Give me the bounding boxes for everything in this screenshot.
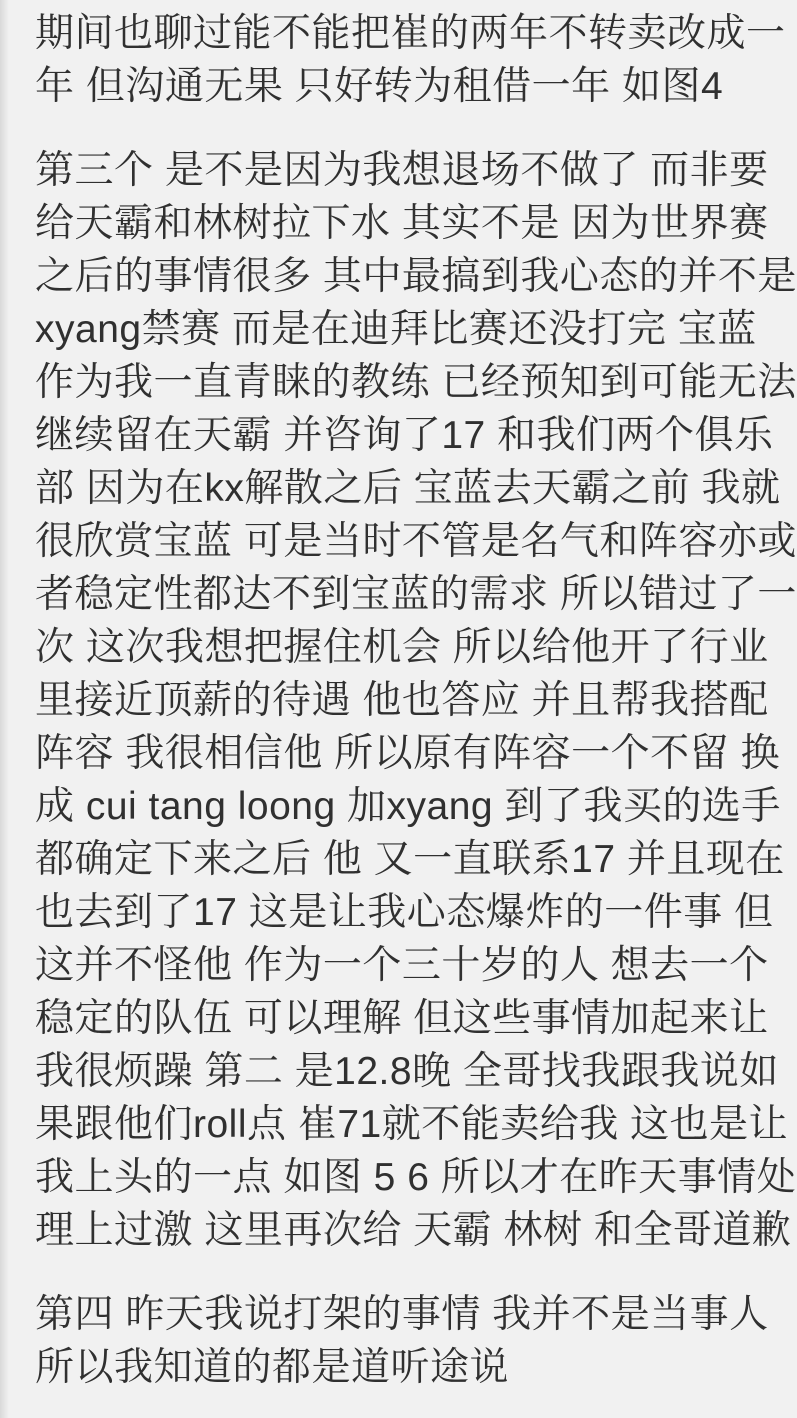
text-line: xyang禁赛 而是在迪拜比赛还没打完 宝蓝 [35, 308, 757, 351]
text-line: 之后的事情很多 其中最搞到我心态的并不是 [35, 255, 797, 298]
paragraph [35, 7, 786, 113]
text-line: 里接近顶薪的待遇 他也答应 并且帮我搭配 [35, 679, 769, 722]
text-line: 者稳定性都达不到宝蓝的需求 所以错过了一 [35, 573, 797, 616]
text-line: 稳定的队伍 可以理解 但这些事情加起来让 [35, 997, 769, 1040]
text-line: 年 但沟通无果 只好转为租借一年 如图4 [35, 65, 724, 108]
text-line: 理上过激 这里再次给 天霸 林树 和全哥道歉 [35, 1209, 792, 1252]
text-line: 果跟他们roll点 崔71就不能卖给我 这也是让 [35, 1103, 789, 1146]
text-line: 第四 昨天我说打架的事情 我并不是当事人 [35, 1293, 769, 1336]
paragraph [35, 1288, 773, 1394]
text-line: 作为我一直青睐的教练 已经预知到可能无法 [35, 361, 797, 404]
text-line: 期间也聊过能不能把崔的两年不转卖改成一 [35, 12, 786, 55]
text-line: 次 这次我想把握住机会 所以给他开了行业 [35, 626, 769, 669]
text-line: 很欣赏宝蓝 可是当时不管是名气和阵容亦或 [35, 520, 797, 563]
text-line: 成 cui tang loong 加xyang 到了我买的选手 [35, 785, 781, 828]
text-line: 这并不怪他 作为一个三十岁的人 想去一个 [35, 944, 769, 987]
text-line: 都确定下来之后 他 又一直联系17 并且现在 [35, 838, 785, 881]
text-line: 我上头的一点 如图 5 6 所以才在昨天事情处 [35, 1156, 797, 1199]
post-body [35, 7, 797, 1394]
text-line: 第三个 是不是因为我想退场不做了 而非要 [35, 149, 769, 192]
text-line: 部 因为在kx解散之后 宝蓝去天霸之前 我就 [35, 467, 781, 510]
text-line: 继续留在天霸 并咨询了17 和我们两个俱乐 [35, 414, 774, 457]
text-line: 所以我知道的都是道听途说 [35, 1346, 510, 1389]
text-line: 我很烦躁 第二 是12.8晚 全哥找我跟我说如 [35, 1050, 779, 1093]
text-line: 也去到了17 这是让我心态爆炸的一件事 但 [35, 891, 774, 934]
text-line: 给天霸和林树拉下水 其实不是 因为世界赛 [35, 202, 769, 245]
paragraph [35, 144, 797, 1257]
text-line: 阵容 我很相信他 所以原有阵容一个不留 换 [35, 732, 781, 775]
